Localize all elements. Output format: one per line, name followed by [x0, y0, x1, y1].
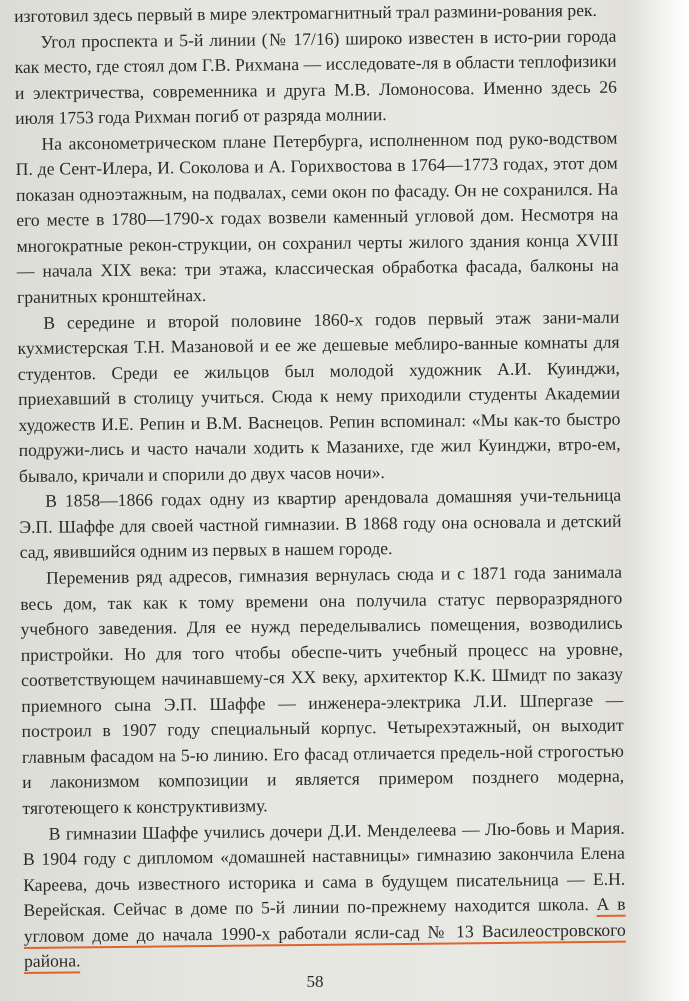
highlighted-sentence: А в угловом доме до начала 1990-х работали ясли-сад № 13 Василеостровского района. [24, 894, 626, 974]
paragraph-4: В середине и второй половине 1860-х годов первый этаж зани-мали кухмистерская Т.Н. Мазановой и ее же дешевые меблиро-ванные комнаты для студентов. Среди ее жильцов был молодой художник А.И. Куинджи, приехавший в столицу учиться. Сюда к нему приходили студенты Академии художеств И.Е. Репин и В.М. Васнецов. Репин вспоминал: «Мы как-то быстро подружи-лись и часто начали ходить к Мазанихе, где жил Куинджи, втро-ем, бывало, кричали и спорили до двух часов ночи». [17, 306, 621, 486]
paragraph-2: Угол проспекта и 5-й линии (№ 17/16) широко известен в исто-рии города как место, где стоял дом Г.В. Рихмана — исследовате-ля в области теплофизики и электричества, современника и друга М.В. Ломоносова. Именно здесь 26 июля 1753 года Рихман погиб от разряда молнии. [14, 25, 617, 129]
page-edge [627, 0, 689, 1001]
page-number: 58 [306, 972, 324, 991]
page-text [14, 0, 626, 975]
paragraph-1: изготовил здесь первый в мире электромагнитный трал размини-рования рек. [14, 0, 597, 26]
paragraph-3: На аксонометрическом плане Петербурга, исполненном под руко-водством П. де Сент-Илера, И. Соколова и А. Горихвостова в 1764—1773 годах, этот дом показан одноэтажным, на подвалах, семи окон по фасаду. Он не сохранился. На его месте в 1780—1790-х годах возвели каменный угловой дом. Несмотря на многократные рекон-струкции, он сохранил черты жилого здания конца XVIII — начала XIX века: три этажа, классическая обработка фасада, балконы на гранитных кронштейнах. [15, 127, 619, 307]
paragraph-5: В 1858—1866 годах одну из квартир арендовала домашняя учи-тельница Э.П. Шаффе для своей частной гимназии. В 1868 году она основала и детский сад, явившийся одним из первых в нашем городе. [19, 485, 622, 563]
paragraph-6: Переменив ряд адресов, гимназия вернулась сюда и с 1871 года занимала весь дом, так как к тому времени она получила статус перворазрядного учебного заведения. Для ее нужд переделывались помещения, возводились пристройки. Но для того чтобы обеспе-чить учебный процесс на уровне, соответствующем начинавшему-ся XX веку, архитектор К.К. Шмидт по заказу приемного сына Э.П. Шаффе — инженера-электрика Л.И. Шпергазе — построил в 1907 году специальный корпус. Четырехэтажный, он выходит главным фасадом на 5-ю линию. Его фасад отличается предель-ной строгостью и лаконизмом композиции и является примером позднего модерна, тяготеющего к конструктивизму. [20, 561, 625, 818]
paragraph-7 [23, 815, 627, 975]
paragraph-7-text: В гимназии Шаффе учились дочери Д.И. Менделеева — Лю-бовь и Мария. В 1904 году с дипломом «домашней наставницы» гимназию закончила Елена Кареева, дочь известного историка и сама в будущем писательница — Е.Н. Верейская. Сейчас в доме по 5-й линии по-прежнему находится школа. [22, 817, 626, 921]
